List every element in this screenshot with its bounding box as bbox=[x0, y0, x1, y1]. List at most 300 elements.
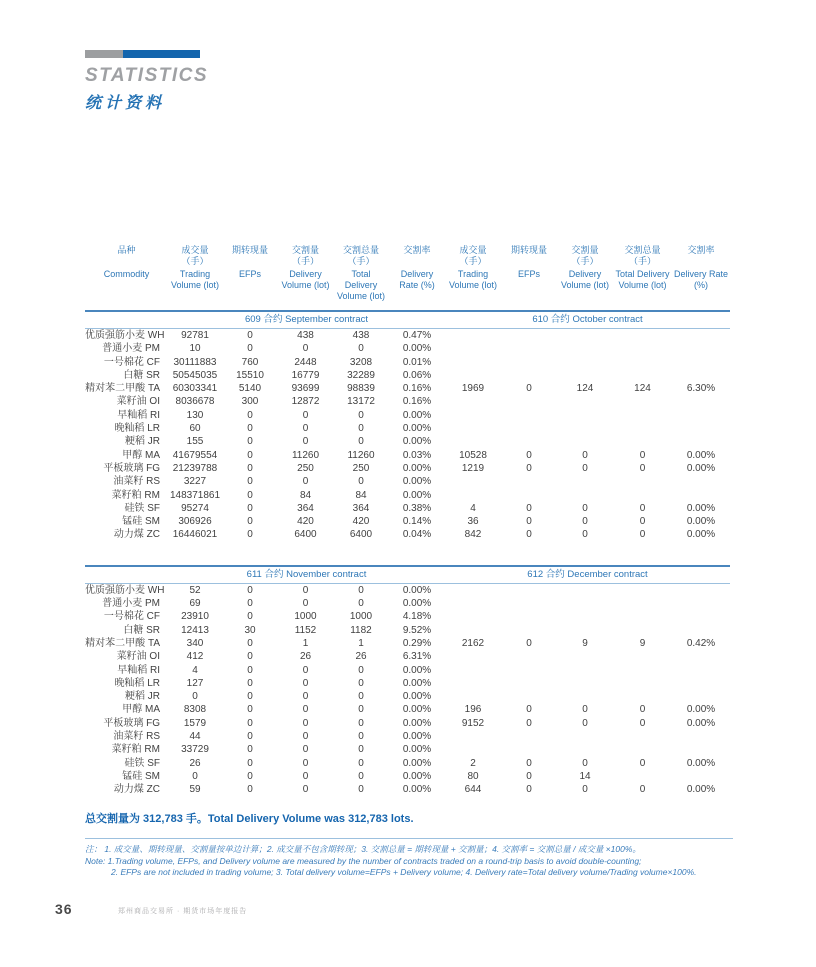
value-cell-8 bbox=[613, 409, 672, 422]
value-cell-3: 364 bbox=[352, 502, 370, 514]
value-cell-6 bbox=[501, 489, 557, 502]
value-cell-7: 0 bbox=[582, 462, 588, 474]
value-cell-4: 0.00% bbox=[402, 784, 432, 796]
column-header-zh-main: 成交量 bbox=[181, 245, 209, 255]
value-cell-7 bbox=[557, 369, 613, 382]
value-cell-3: 0 bbox=[358, 343, 364, 355]
value-cell-9 bbox=[672, 610, 730, 623]
value-cell-3: 0 bbox=[358, 423, 364, 435]
value-cell-2: 438 bbox=[297, 330, 314, 341]
column-header-7 bbox=[501, 245, 557, 311]
value-cell-3: 84 bbox=[355, 489, 367, 501]
table-body bbox=[85, 311, 730, 797]
value-cell-3: 26 bbox=[355, 651, 367, 663]
commodity-cell: 动力煤 ZC bbox=[113, 529, 160, 541]
value-cell-1: 0 bbox=[247, 330, 253, 341]
value-cell-5 bbox=[445, 489, 501, 502]
table-row bbox=[85, 409, 730, 422]
value-cell-7 bbox=[557, 329, 613, 343]
column-header-zh bbox=[334, 245, 388, 269]
value-cell-6: 0 bbox=[526, 529, 532, 541]
column-header-zh-unit: （手） bbox=[571, 256, 599, 266]
value-cell-4: 0.01% bbox=[402, 356, 432, 368]
value-cell-5 bbox=[445, 329, 501, 343]
value-cell-8 bbox=[613, 690, 672, 703]
table-row bbox=[85, 703, 730, 716]
value-cell-5 bbox=[445, 624, 501, 637]
note-line-english-1: Note: 1.Trading volume, EFPs, and Delivery volume are measured by the number of contracts traded on a round-trip basis to avoid double-counting; bbox=[85, 855, 642, 866]
value-cell-6 bbox=[501, 356, 557, 369]
value-cell-5: 80 bbox=[467, 770, 479, 782]
commodity-cell: 菜籽粕 RM bbox=[111, 489, 160, 501]
value-cell-4: 0.03% bbox=[402, 449, 432, 461]
column-header-en: Delivery Volume (lot) bbox=[281, 269, 330, 290]
commodity-cell: 白糖 SR bbox=[123, 369, 160, 381]
value-cell-6 bbox=[501, 369, 557, 382]
value-cell-6 bbox=[501, 422, 557, 435]
column-header-en: Trading Volume (lot) bbox=[448, 269, 498, 290]
column-header-6 bbox=[445, 245, 501, 311]
column-header-en: Trading Volume (lot) bbox=[170, 269, 220, 290]
value-cell-6: 0 bbox=[526, 502, 532, 514]
value-cell-1: 0 bbox=[247, 677, 253, 689]
value-cell-1: 0 bbox=[247, 691, 253, 703]
value-cell-8: 0 bbox=[639, 529, 646, 541]
value-cell-8: 0 bbox=[639, 516, 646, 528]
value-cell-9: 0.00% bbox=[686, 502, 716, 514]
value-cell-4: 0.00% bbox=[402, 423, 432, 435]
value-cell-2: 0 bbox=[302, 717, 309, 729]
column-header-zh-main: 交割量 bbox=[291, 245, 319, 255]
value-cell-5: 644 bbox=[464, 784, 482, 796]
value-cell-5: 1969 bbox=[461, 383, 485, 395]
commodity-cell: 平板玻璃 FG bbox=[103, 462, 160, 474]
value-cell-6 bbox=[501, 475, 557, 488]
value-cell-5: 2 bbox=[470, 757, 476, 769]
value-cell-1: 0 bbox=[247, 584, 253, 596]
value-cell-4: 0.38% bbox=[402, 502, 432, 514]
commodity-cell: 优质强筋小麦 WH bbox=[85, 584, 165, 596]
column-header-zh bbox=[169, 245, 221, 269]
value-cell-5: 196 bbox=[464, 704, 482, 716]
value-cell-2: 84 bbox=[299, 489, 312, 501]
value-cell-0: 12413 bbox=[181, 624, 209, 636]
note-line-english-2: 2. EFPs are not included in trading volume; 3. Total delivery volume=EFPs + Delivery volume; 4. Delivery rate=Total delivery volume/Trading volume×100%. bbox=[111, 867, 697, 877]
value-cell-5 bbox=[445, 664, 501, 677]
value-cell-6 bbox=[501, 743, 557, 756]
value-cell-2: 12872 bbox=[291, 396, 320, 408]
value-cell-3: 0 bbox=[358, 436, 364, 448]
value-cell-4: 0.00% bbox=[402, 476, 432, 488]
value-cell-8 bbox=[613, 770, 672, 783]
value-cell-2: 16779 bbox=[291, 369, 320, 381]
column-header-4 bbox=[333, 245, 389, 311]
value-cell-9 bbox=[672, 583, 730, 597]
total-delivery-summary: 总交割量为 312,783 手。Total Delivery Volume was 312,783 lots. bbox=[85, 813, 414, 825]
column-header-zh-main: 期转现量 bbox=[231, 245, 268, 255]
section-title-right: 610 合约 October contract bbox=[445, 311, 730, 329]
value-cell-1: 0 bbox=[247, 717, 253, 729]
value-cell-9 bbox=[672, 356, 730, 369]
value-cell-1: 0 bbox=[247, 516, 253, 528]
table-row bbox=[85, 528, 730, 541]
value-cell-2: 0 bbox=[302, 744, 309, 756]
value-cell-6 bbox=[501, 583, 557, 597]
column-header-zh bbox=[390, 245, 444, 269]
value-cell-5: 1219 bbox=[461, 462, 485, 474]
column-header-zh-unit: （手） bbox=[291, 256, 319, 266]
value-cell-9: 0.42% bbox=[686, 637, 716, 649]
commodity-cell: 菜籽油 OI bbox=[116, 651, 160, 663]
value-cell-6 bbox=[501, 409, 557, 422]
value-cell-0: 60 bbox=[189, 423, 201, 435]
value-cell-1: 0 bbox=[247, 784, 253, 796]
value-cell-6: 0 bbox=[526, 704, 532, 716]
commodity-cell: 白糖 SR bbox=[123, 624, 160, 636]
value-cell-8: 0 bbox=[639, 757, 646, 769]
value-cell-7 bbox=[557, 624, 613, 637]
value-cell-3: 250 bbox=[352, 462, 370, 474]
section-title-english: STATISTICS bbox=[85, 65, 209, 86]
value-cell-9 bbox=[672, 730, 730, 743]
column-header-3 bbox=[278, 245, 333, 311]
table-row bbox=[85, 637, 730, 650]
commodity-cell: 平板玻璃 FG bbox=[103, 717, 160, 729]
column-header-zh-unit: （手） bbox=[347, 256, 375, 266]
value-cell-3: 0 bbox=[358, 409, 364, 421]
value-cell-0: 0 bbox=[192, 770, 198, 782]
value-cell-9: 0.00% bbox=[686, 704, 716, 716]
column-header-zh bbox=[223, 245, 277, 269]
value-cell-7 bbox=[557, 583, 613, 597]
value-cell-4: 6.31% bbox=[402, 651, 432, 663]
value-cell-9: 0.00% bbox=[686, 449, 716, 461]
value-cell-0: 306926 bbox=[178, 516, 212, 528]
value-cell-1: 0 bbox=[247, 529, 253, 541]
value-cell-8 bbox=[613, 475, 672, 488]
column-header-en: Delivery Volume (lot) bbox=[560, 269, 610, 290]
value-cell-2: 0 bbox=[302, 691, 309, 703]
value-cell-9 bbox=[672, 677, 730, 690]
column-header-zh-unit: （手） bbox=[628, 256, 656, 266]
value-cell-8 bbox=[613, 743, 672, 756]
value-cell-0: 16446021 bbox=[172, 529, 218, 541]
value-cell-2: 0 bbox=[302, 784, 309, 796]
column-header-zh bbox=[502, 245, 556, 269]
value-cell-3: 11260 bbox=[347, 449, 375, 461]
table-row bbox=[85, 770, 730, 783]
section-title-left: 609 合约 September contract bbox=[168, 311, 445, 329]
table-row bbox=[85, 502, 730, 515]
column-header-5 bbox=[389, 245, 445, 311]
value-cell-8 bbox=[613, 650, 672, 663]
value-cell-3: 0 bbox=[358, 598, 364, 610]
value-cell-7 bbox=[557, 690, 613, 703]
value-cell-0: 155 bbox=[186, 436, 204, 448]
column-header-8 bbox=[557, 245, 613, 311]
value-cell-1: 0 bbox=[247, 598, 253, 610]
table-header bbox=[85, 245, 730, 311]
value-cell-3: 0 bbox=[358, 731, 364, 743]
value-cell-5 bbox=[445, 597, 501, 610]
value-cell-8 bbox=[613, 489, 672, 502]
value-cell-4: 0.00% bbox=[402, 770, 432, 782]
value-cell-8 bbox=[613, 677, 672, 690]
table-row bbox=[85, 730, 730, 743]
value-cell-8 bbox=[613, 610, 672, 623]
commodity-cell: 锰硅 SM bbox=[122, 516, 160, 528]
commodity-cell: 一号棉花 CF bbox=[103, 611, 160, 623]
value-cell-3: 32289 bbox=[347, 369, 375, 381]
value-cell-9 bbox=[672, 624, 730, 637]
value-cell-1: 0 bbox=[247, 704, 253, 716]
value-cell-8 bbox=[613, 435, 672, 448]
value-cell-9 bbox=[672, 435, 730, 448]
table-row bbox=[85, 449, 730, 462]
value-cell-1: 0 bbox=[247, 343, 253, 355]
value-cell-8 bbox=[613, 664, 672, 677]
column-header-zh bbox=[673, 245, 729, 269]
value-cell-5 bbox=[445, 395, 501, 408]
value-cell-5: 4 bbox=[470, 502, 476, 514]
value-cell-9 bbox=[672, 664, 730, 677]
spacer-row bbox=[85, 542, 730, 566]
commodity-cell: 甲醇 MA bbox=[122, 704, 160, 716]
column-header-row bbox=[85, 245, 730, 311]
value-cell-3: 13172 bbox=[347, 396, 375, 408]
commodity-cell: 菜籽油 OI bbox=[116, 396, 160, 408]
value-cell-0: 130 bbox=[186, 409, 204, 421]
column-header-en: Total Delivery Volume (lot) bbox=[615, 269, 670, 290]
value-cell-1: 0 bbox=[247, 436, 253, 448]
value-cell-7 bbox=[557, 489, 613, 502]
column-header-zh-main: 交割总量 bbox=[342, 245, 379, 255]
value-cell-5 bbox=[445, 730, 501, 743]
value-cell-2: 0 bbox=[302, 409, 309, 421]
value-cell-9: 0.00% bbox=[686, 717, 716, 729]
table-row bbox=[85, 475, 730, 488]
value-cell-7 bbox=[557, 664, 613, 677]
column-header-0 bbox=[85, 245, 168, 311]
value-cell-6 bbox=[501, 650, 557, 663]
value-cell-0: 69 bbox=[189, 598, 201, 610]
table-row bbox=[85, 395, 730, 408]
value-cell-7 bbox=[557, 475, 613, 488]
value-cell-1: 0 bbox=[247, 449, 253, 461]
value-cell-9 bbox=[672, 342, 730, 355]
commodity-cell: 锰硅 SM bbox=[122, 770, 160, 782]
value-cell-6 bbox=[501, 329, 557, 343]
value-cell-7: 0 bbox=[582, 449, 588, 461]
commodity-cell: 优质强筋小麦 WH bbox=[85, 330, 165, 341]
value-cell-8: 0 bbox=[639, 449, 646, 461]
value-cell-7 bbox=[557, 610, 613, 623]
note-line-chinese: 注： 1. 成交量、期转现量、交割量按单边计算；2. 成交量不包含期转现；3. 交割总量 = 期转现量 + 交割量；4. 交割率 = 交割总量 / 成交量 ×100%。 bbox=[85, 844, 641, 854]
value-cell-7: 14 bbox=[579, 770, 591, 782]
value-cell-0: 1579 bbox=[183, 717, 207, 729]
value-cell-1: 0 bbox=[247, 770, 253, 782]
value-cell-4: 0.16% bbox=[402, 396, 432, 408]
delivery-statistics-table-container bbox=[85, 245, 730, 797]
column-header-en: Total Delivery Volume (lot) bbox=[336, 269, 386, 301]
page-header bbox=[85, 50, 208, 113]
value-cell-3: 3208 bbox=[349, 356, 373, 368]
value-cell-7: 124 bbox=[576, 383, 594, 395]
value-cell-8 bbox=[613, 395, 672, 408]
value-cell-9 bbox=[672, 395, 730, 408]
commodity-cell: 菜籽粕 RM bbox=[111, 744, 160, 756]
value-cell-9 bbox=[672, 743, 730, 756]
value-cell-3: 0 bbox=[358, 757, 364, 769]
value-cell-3: 0 bbox=[358, 691, 364, 703]
value-cell-8 bbox=[613, 583, 672, 597]
column-header-zh-main: 交割率 bbox=[687, 245, 715, 255]
value-cell-5: 842 bbox=[464, 529, 482, 541]
value-cell-9: 0.00% bbox=[686, 757, 716, 769]
column-header-zh bbox=[446, 245, 500, 269]
value-cell-7: 0 bbox=[582, 516, 588, 528]
value-cell-1: 0 bbox=[247, 757, 253, 769]
section-title-left: 611 合约 November contract bbox=[168, 566, 445, 584]
value-cell-2: 1000 bbox=[294, 611, 317, 623]
value-cell-0: 60303341 bbox=[172, 383, 218, 395]
column-header-10 bbox=[672, 245, 730, 311]
value-cell-2: 11260 bbox=[291, 449, 320, 461]
value-cell-6: 0 bbox=[526, 717, 532, 729]
value-cell-3: 0 bbox=[358, 770, 364, 782]
value-cell-9 bbox=[672, 650, 730, 663]
commodity-cell: 晚籼稻 LR bbox=[114, 423, 160, 435]
value-cell-8: 0 bbox=[639, 502, 646, 514]
value-cell-8: 0 bbox=[639, 784, 646, 796]
commodity-cell: 粳稻 JR bbox=[125, 436, 160, 448]
table-row bbox=[85, 690, 730, 703]
column-header-zh-main: 期转现量 bbox=[510, 245, 547, 255]
value-cell-5: 10528 bbox=[459, 449, 487, 461]
value-cell-0: 44 bbox=[189, 731, 201, 743]
commodity-cell: 动力煤 ZC bbox=[113, 784, 160, 796]
value-cell-3: 438 bbox=[352, 330, 370, 341]
table-row bbox=[85, 369, 730, 382]
value-cell-1: 760 bbox=[241, 356, 259, 368]
value-cell-9: 0.00% bbox=[686, 529, 716, 541]
value-cell-7: 0 bbox=[582, 757, 588, 769]
commodity-cell: 一号棉花 CF bbox=[103, 356, 160, 368]
value-cell-5: 2162 bbox=[461, 637, 485, 649]
value-cell-8: 0 bbox=[639, 717, 646, 729]
value-cell-7: 0 bbox=[582, 704, 588, 716]
value-cell-0: 4 bbox=[192, 664, 198, 676]
value-cell-6: 0 bbox=[526, 516, 532, 528]
value-cell-7 bbox=[557, 409, 613, 422]
value-cell-2: 0 bbox=[302, 757, 309, 769]
column-header-zh-main: 交割量 bbox=[571, 245, 599, 255]
value-cell-3: 0 bbox=[358, 704, 364, 716]
column-header-zh-main: 交割总量 bbox=[624, 245, 661, 255]
value-cell-4: 0.00% bbox=[402, 691, 432, 703]
value-cell-3: 6400 bbox=[349, 529, 373, 541]
table-row bbox=[85, 624, 730, 637]
accent-bar-blue-segment bbox=[123, 50, 200, 58]
value-cell-6: 0 bbox=[526, 770, 532, 782]
value-cell-5 bbox=[445, 690, 501, 703]
value-cell-2: 6400 bbox=[294, 529, 317, 541]
value-cell-4: 0.29% bbox=[402, 637, 432, 649]
spacer-cell bbox=[85, 542, 730, 566]
value-cell-8 bbox=[613, 329, 672, 343]
value-cell-7: 0 bbox=[582, 529, 588, 541]
value-cell-7: 0 bbox=[582, 784, 588, 796]
value-cell-8 bbox=[613, 624, 672, 637]
value-cell-7 bbox=[557, 650, 613, 663]
value-cell-6 bbox=[501, 690, 557, 703]
footnotes bbox=[85, 838, 733, 879]
value-cell-6 bbox=[501, 624, 557, 637]
column-header-2 bbox=[222, 245, 278, 311]
commodity-cell: 精对苯二甲酸 TA bbox=[85, 637, 160, 649]
value-cell-0: 41679554 bbox=[172, 449, 218, 461]
value-cell-8 bbox=[613, 342, 672, 355]
value-cell-7: 9 bbox=[582, 637, 588, 649]
value-cell-1: 0 bbox=[247, 476, 253, 488]
value-cell-5: 9152 bbox=[461, 717, 485, 729]
value-cell-9 bbox=[672, 369, 730, 382]
table-row bbox=[85, 382, 730, 395]
value-cell-6 bbox=[501, 610, 557, 623]
value-cell-8 bbox=[613, 356, 672, 369]
value-cell-0: 0 bbox=[192, 691, 198, 703]
value-cell-3: 98839 bbox=[347, 383, 375, 395]
value-cell-4: 0.00% bbox=[402, 744, 432, 756]
table-row bbox=[85, 422, 730, 435]
value-cell-1: 0 bbox=[247, 502, 253, 514]
value-cell-2: 0 bbox=[302, 343, 309, 355]
table-row bbox=[85, 462, 730, 475]
column-header-zh-unit: （手） bbox=[459, 256, 487, 266]
value-cell-2: 0 bbox=[302, 584, 309, 596]
table-row bbox=[85, 583, 730, 597]
value-cell-3: 0 bbox=[358, 664, 364, 676]
table-row bbox=[85, 489, 730, 502]
commodity-cell: 普通小麦 PM bbox=[102, 343, 160, 355]
value-cell-4: 0.00% bbox=[402, 664, 432, 676]
value-cell-0: 21239788 bbox=[172, 462, 218, 474]
value-cell-1: 30 bbox=[244, 624, 256, 636]
value-cell-8 bbox=[613, 422, 672, 435]
value-cell-8: 9 bbox=[639, 637, 646, 649]
value-cell-6 bbox=[501, 342, 557, 355]
value-cell-2: 364 bbox=[297, 502, 314, 514]
value-cell-6: 0 bbox=[526, 383, 532, 395]
value-cell-1: 0 bbox=[247, 637, 253, 649]
commodity-cell: 甲醇 MA bbox=[122, 449, 160, 461]
commodity-cell: 油菜籽 RS bbox=[113, 476, 160, 488]
value-cell-4: 0.00% bbox=[402, 436, 432, 448]
value-cell-2: 0 bbox=[302, 436, 309, 448]
value-cell-0: 3227 bbox=[183, 476, 207, 488]
value-cell-4: 0.00% bbox=[402, 757, 432, 769]
section-header-gap bbox=[85, 311, 168, 329]
value-cell-6 bbox=[501, 664, 557, 677]
value-cell-5 bbox=[445, 356, 501, 369]
value-cell-4: 0.00% bbox=[402, 731, 432, 743]
report-caption: 郑州商品交易所 · 期货市场年度报告 bbox=[118, 908, 248, 915]
value-cell-6 bbox=[501, 597, 557, 610]
value-cell-5 bbox=[445, 583, 501, 597]
value-cell-4: 0.47% bbox=[402, 330, 432, 341]
value-cell-9 bbox=[672, 475, 730, 488]
value-cell-3: 0 bbox=[358, 784, 364, 796]
